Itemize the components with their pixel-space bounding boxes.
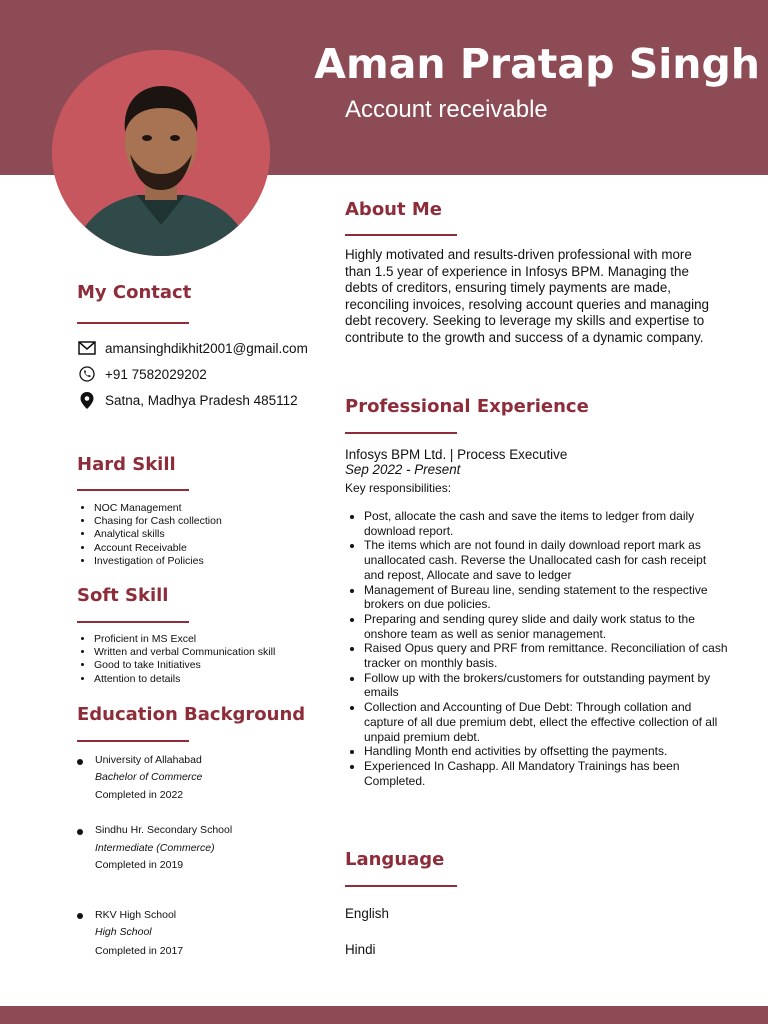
candidate-name: Aman Pratap Singh [314, 40, 760, 88]
footer-band [0, 1006, 768, 1024]
degree-name: Bachelor of Commerce [95, 771, 203, 783]
contact-email [77, 339, 308, 357]
about-heading: About Me [345, 199, 442, 220]
language-divider [345, 885, 457, 887]
school-name: Sindhu Hr. Secondary School [95, 824, 233, 836]
hard-skill-heading: Hard Skill [77, 454, 176, 475]
soft-skill-heading: Soft Skill [77, 585, 169, 606]
experience-divider [345, 432, 457, 434]
school-name: RKV High School [95, 909, 177, 921]
list-item: • Analytical skills [94, 528, 222, 541]
list-item: • Preparing and sending qurey slide and daily work status to the onshore team as well as senior management. [364, 612, 729, 641]
list-item: • Post, allocate the cash and save the items to ledger from daily download report. [364, 509, 729, 538]
about-divider [345, 234, 457, 236]
email-text: amansinghdikhit2001@gmail.com [105, 340, 308, 356]
education-divider [77, 740, 189, 742]
list-item: • Written and verbal Communication skill [94, 646, 275, 659]
hard-skill-list [77, 502, 222, 568]
responsibilities-label: Key responsibilities: [345, 481, 452, 495]
list-item: • Follow up with the brokers/customers for outstanding payment by emails [364, 671, 729, 700]
list-item: • Investigation of Policies [94, 555, 222, 568]
phone-text: +91 7582029202 [105, 366, 207, 382]
list-item: • Handling Month end activities by offsetting the payments. [364, 744, 729, 759]
contact-divider [77, 322, 189, 324]
address-text: Satna, Madhya Pradesh 485112 [105, 392, 298, 408]
language-item: English [345, 906, 389, 921]
list-item: • Good to take Initiatives [94, 659, 275, 672]
hard-skill-divider [77, 489, 189, 491]
list-item: • Chasing for Cash collection [94, 515, 222, 528]
employment-dates: Sep 2022 - Present [345, 462, 461, 477]
degree-name: High School [95, 926, 152, 938]
completion-year: Completed in 2017 [95, 945, 184, 957]
completion-year: Completed in 2022 [95, 789, 184, 801]
location-pin-icon [77, 391, 97, 409]
list-item: • Raised Opus query and PRF from remittance. Reconciliation of cash tracker on monthly basis. [364, 641, 729, 670]
list-item: • Experienced In Cashapp. All Mandatory Trainings has been Completed. [364, 759, 729, 788]
soft-skill-divider [77, 621, 189, 623]
education-heading: Education Background [77, 704, 306, 725]
list-item: • Attention to details [94, 673, 275, 686]
list-item: • Proficient in MS Excel [94, 633, 275, 646]
profile-photo [52, 50, 270, 256]
mail-icon [77, 339, 97, 357]
company-role: Infosys BPM Ltd. | Process Executive [345, 447, 568, 462]
list-item: • The items which are not found in daily download report mark as unallocated cash. Reverse the Unallocated cash for cash receipt and repost, Allocate and save to ledger [364, 538, 729, 582]
school-name: University of Allahabad [95, 754, 202, 766]
bullet-dot [77, 829, 83, 835]
contact-phone [77, 365, 207, 383]
soft-skill-list [77, 633, 275, 686]
language-heading: Language [345, 849, 445, 870]
job-title: Account receivable [345, 96, 548, 123]
about-text: Highly motivated and results-driven professional with more than 1.5 year of experience in Infosys BPM. Managing the debts of creditors, ensuring timely payments are made, reconciling invoices, resolving account queries and managing debt recovery. Seeking to leverage my skills and expertise to contribute to the growth and success of a dynamic company. [345, 247, 709, 345]
language-item: Hindi [345, 942, 376, 957]
contact-address [77, 391, 298, 409]
list-item: • Account Receivable [94, 542, 222, 555]
list-item: • Collection and Accounting of Due Debt: Through collation and capture of all due premium debt, ellect the effective collection of all unpaid premium debt. [364, 700, 729, 744]
contact-heading: My Contact [77, 282, 192, 303]
responsibilities-list [345, 509, 729, 788]
list-item: • NOC Management [94, 502, 222, 515]
degree-name: Intermediate (Commerce) [95, 842, 215, 854]
experience-heading: Professional Experience [345, 396, 589, 417]
bullet-dot [77, 913, 83, 919]
list-item: • Management of Bureau line, sending statement to the respective brokers on due policies. [364, 583, 729, 612]
bullet-dot [77, 759, 83, 765]
completion-year: Completed in 2019 [95, 859, 184, 871]
phone-icon [77, 365, 97, 383]
